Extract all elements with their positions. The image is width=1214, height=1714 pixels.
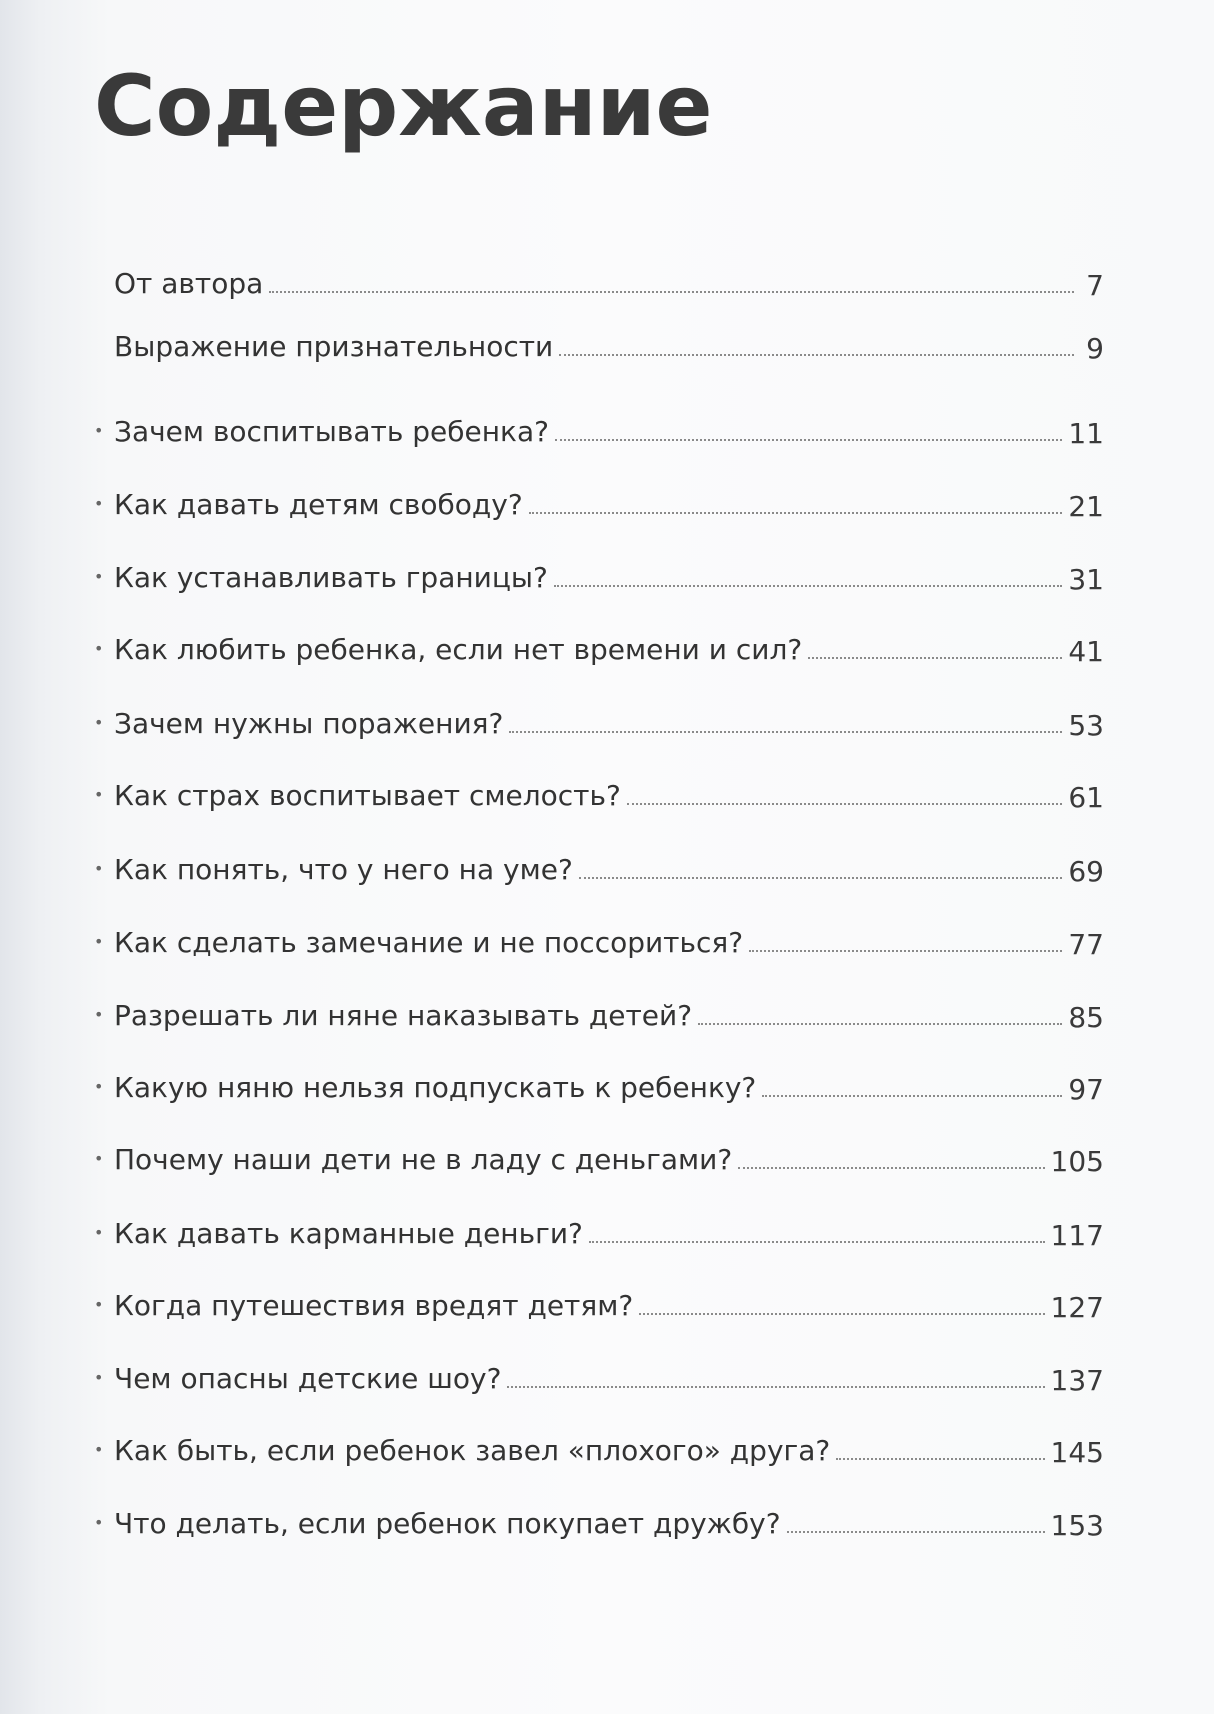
toc-entry-page-number: 61 — [1068, 781, 1104, 814]
page-title: Содержание — [94, 57, 713, 155]
toc-entry[interactable] — [94, 481, 1104, 525]
toc-entry-page-number: 31 — [1068, 563, 1104, 596]
toc-entry[interactable] — [94, 554, 1104, 598]
bullet-icon: • — [94, 713, 104, 732]
toc-entry-page-number: 53 — [1068, 709, 1104, 742]
toc-entry-page-number: 77 — [1068, 928, 1104, 961]
bullet-icon: • — [94, 639, 104, 658]
toc-entry-label: Какую няню нельзя подпускать к ребенку? — [114, 1071, 757, 1104]
toc-entry-label: Выражение признательности — [114, 330, 554, 363]
toc-entry[interactable] — [94, 992, 1104, 1036]
toc-entry[interactable] — [94, 408, 1104, 452]
toc-entry-label: Зачем нужны поражения? — [114, 707, 504, 740]
bullet-icon: • — [94, 932, 104, 951]
toc-entry[interactable] — [94, 846, 1104, 890]
bullet-icon: • — [94, 1077, 104, 1096]
toc-entry[interactable] — [94, 260, 1104, 304]
toc-entry-label: Как страх воспитывает смелость? — [114, 779, 621, 812]
toc-entry[interactable] — [94, 1427, 1104, 1471]
toc-entry-page-number: 97 — [1068, 1073, 1104, 1106]
toc-entry-label: Как устанавливать границы? — [114, 561, 548, 594]
dot-leader — [639, 1313, 1044, 1315]
bullet-icon: • — [94, 1005, 104, 1024]
toc-entry-page-number: 41 — [1068, 635, 1104, 668]
dot-leader — [627, 803, 1063, 805]
bullet-icon: • — [94, 494, 104, 513]
toc-entry-label: Как понять, что у него на уме? — [114, 853, 573, 886]
toc-entry-page-number: 85 — [1068, 1001, 1104, 1034]
toc-entry-label: Что делать, если ребенок покупает дружбу? — [114, 1507, 781, 1540]
bullet-icon: • — [94, 859, 104, 878]
dot-leader — [507, 1386, 1044, 1388]
toc-entry[interactable] — [94, 772, 1104, 816]
dot-leader — [509, 731, 1062, 733]
dot-leader — [269, 291, 1074, 293]
toc-entry-label: Как давать детям свободу? — [114, 488, 523, 521]
dot-leader — [787, 1531, 1045, 1533]
toc-entry-label: Как давать карманные деньги? — [114, 1217, 583, 1250]
bullet-icon: • — [94, 1295, 104, 1314]
toc-entry-label: Разрешать ли няне наказывать детей? — [114, 999, 693, 1032]
bullet-icon: • — [94, 1368, 104, 1387]
toc-entry[interactable] — [94, 1355, 1104, 1399]
toc-entry-page-number: 145 — [1050, 1436, 1104, 1469]
toc-entry[interactable] — [94, 1064, 1104, 1108]
toc-entry-label: Как быть, если ребенок завел «плохого» друга? — [114, 1434, 831, 1467]
bullet-icon: • — [94, 1513, 104, 1532]
toc-entry-page-number: 117 — [1050, 1219, 1104, 1252]
toc-entry-page-number: 21 — [1068, 490, 1104, 523]
toc-entry[interactable] — [94, 1136, 1104, 1180]
dot-leader — [738, 1167, 1044, 1169]
dot-leader — [555, 439, 1062, 441]
toc-entry-page-number: 127 — [1050, 1291, 1104, 1324]
toc-entry-label: Как любить ребенка, если нет времени и сил? — [114, 633, 803, 666]
toc-entry[interactable] — [94, 1500, 1104, 1544]
dot-leader — [589, 1241, 1045, 1243]
toc-entry[interactable] — [94, 1210, 1104, 1254]
toc-entry-label: Чем опасны детские шоу? — [114, 1362, 502, 1395]
toc-entry-label: Как сделать замечание и не поссориться? — [114, 926, 744, 959]
toc-entry-label: Когда путешествия вредят детям? — [114, 1289, 634, 1322]
dot-leader — [749, 950, 1062, 952]
bullet-icon: • — [94, 1223, 104, 1242]
toc-entry-page-number: 11 — [1068, 417, 1104, 450]
toc-entry[interactable] — [94, 323, 1104, 367]
toc-entry[interactable] — [94, 1282, 1104, 1326]
toc-entry[interactable] — [94, 626, 1104, 670]
toc-entry-page-number: 105 — [1050, 1145, 1104, 1178]
toc-entry-label: Зачем воспитывать ребенка? — [114, 415, 549, 448]
dot-leader — [836, 1458, 1044, 1460]
toc-entry[interactable] — [94, 700, 1104, 744]
bullet-icon: • — [94, 1440, 104, 1459]
dot-leader — [762, 1095, 1062, 1097]
toc-entry-page-number: 153 — [1050, 1509, 1104, 1542]
dot-leader — [698, 1023, 1062, 1025]
toc-entry-label: Почему наши дети не в ладу с деньгами? — [114, 1143, 733, 1176]
dot-leader — [579, 877, 1063, 879]
dot-leader — [808, 657, 1062, 659]
toc-entry-page-number: 9 — [1086, 332, 1104, 365]
dot-leader — [529, 512, 1063, 514]
bullet-icon: • — [94, 1149, 104, 1168]
bullet-icon: • — [94, 421, 104, 440]
toc-entry-page-number: 137 — [1050, 1364, 1104, 1397]
bullet-icon: • — [94, 567, 104, 586]
dot-leader — [559, 354, 1074, 356]
dot-leader — [554, 585, 1062, 587]
bullet-icon: • — [94, 785, 104, 804]
toc-entry-label: От автора — [114, 267, 264, 300]
toc-entry[interactable] — [94, 919, 1104, 963]
toc-entry-page-number: 69 — [1068, 855, 1104, 888]
toc-entry-page-number: 7 — [1086, 269, 1104, 302]
